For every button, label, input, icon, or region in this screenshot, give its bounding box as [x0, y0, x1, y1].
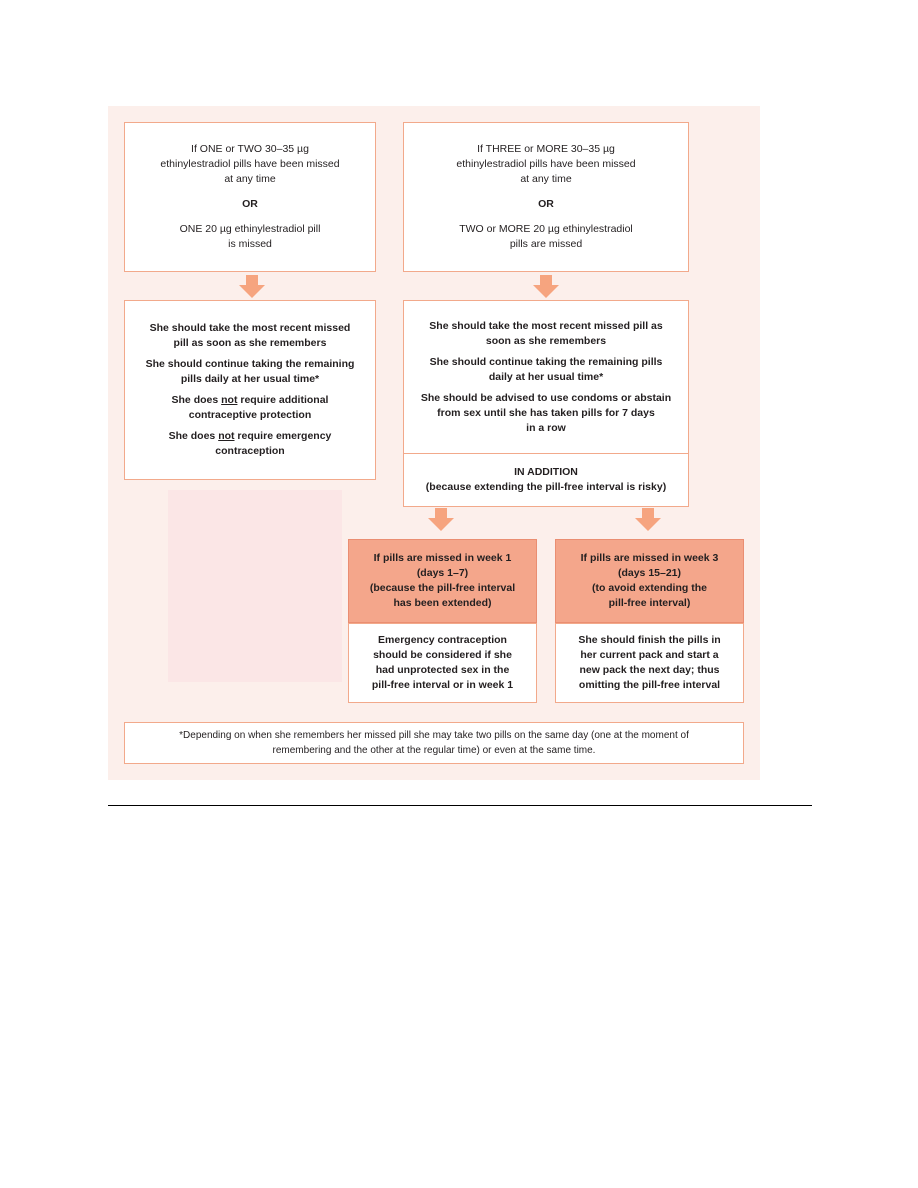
text-line: She should be advised to use condoms or abstain — [420, 391, 672, 404]
text-line: in a row — [526, 421, 566, 434]
underlined-not: not — [218, 430, 235, 442]
text-line: Emergency contraception — [378, 634, 507, 646]
box-in-addition — [403, 453, 689, 507]
text-line: ONE 20 µg ethinylestradiol pill — [179, 223, 321, 235]
text-line: contraceptive protection — [188, 409, 312, 421]
box-week1-advice — [348, 623, 537, 703]
text-line: She should continue taking the remaining pills — [429, 355, 663, 368]
box-week3-header — [555, 539, 744, 623]
text-line: If pills are missed in week 1 — [373, 552, 512, 564]
text-line: She does not require additional — [171, 394, 329, 406]
text-line: pills are missed — [509, 238, 583, 250]
horizontal-rule — [108, 805, 812, 806]
box-three-or-more-missed — [403, 122, 689, 272]
text-line: new pack the next day; thus — [579, 664, 720, 676]
box-week3-advice — [555, 623, 744, 703]
text-line: had unprotected sex in the — [375, 664, 510, 676]
text-line: pill as soon as she remembers — [173, 337, 327, 349]
or-label: OR — [242, 198, 258, 210]
text-line: has been extended) — [393, 597, 492, 609]
text-line: If THREE or MORE 30–35 µg — [477, 143, 615, 155]
text-line: She should continue taking the remaining — [145, 358, 355, 370]
text-line: should be considered if she — [373, 649, 512, 661]
box-week1-header — [348, 539, 537, 623]
text-line: is missed — [228, 238, 272, 250]
text-line: If pills are missed in week 3 — [580, 552, 719, 564]
text-line: She should finish the pills in — [578, 634, 721, 646]
text-line: contraception — [215, 445, 285, 457]
text-line: If ONE or TWO 30–35 µg — [191, 143, 309, 155]
footnote-line: remembering and the other at the regular time) or even at the same time. — [272, 745, 596, 756]
text-line: TWO or MORE 20 µg ethinylestradiol — [459, 223, 633, 235]
text-line: (to avoid extending the — [592, 582, 707, 594]
footnote — [124, 722, 744, 764]
text-line: pills daily at her usual time* — [180, 373, 320, 385]
text-line: She should take the most recent missed — [149, 322, 351, 334]
box-advice-three-or-more — [403, 300, 689, 454]
text-line: at any time — [520, 173, 572, 185]
text-line: (because the pill-free interval — [369, 582, 516, 594]
text-line: omitting the pill-free interval — [578, 679, 721, 691]
footnote-line: *Depending on when she remembers her missed pill she may take two pills on the same day (one at the moment of — [179, 730, 689, 741]
text-line: her current pack and start a — [580, 649, 719, 661]
addition-subtitle: (because extending the pill-free interval is risky) — [425, 481, 667, 493]
text-line: at any time — [224, 173, 276, 185]
text-line: pill-free interval or in week 1 — [371, 679, 514, 691]
background-patch — [168, 490, 342, 682]
or-label: OR — [538, 198, 554, 210]
text-line: ethinylestradiol pills have been missed — [160, 158, 340, 170]
addition-title: IN ADDITION — [514, 466, 578, 478]
box-one-or-two-missed — [124, 122, 376, 272]
underlined-not: not — [221, 394, 238, 406]
text-line: daily at her usual time* — [488, 370, 604, 383]
text-line: from sex until she has taken pills for 7 days — [437, 406, 655, 419]
text-line: pill-free interval) — [608, 597, 691, 609]
box-advice-one-or-two — [124, 300, 376, 480]
text-line: She does not require emergency — [168, 430, 332, 442]
text-line: (days 15–21) — [617, 567, 682, 579]
text-line: ethinylestradiol pills have been missed — [456, 158, 636, 170]
text-line: soon as she remembers — [485, 334, 607, 347]
text-line: She should take the most recent missed pill as — [429, 319, 663, 332]
text-line: (days 1–7) — [416, 567, 469, 579]
